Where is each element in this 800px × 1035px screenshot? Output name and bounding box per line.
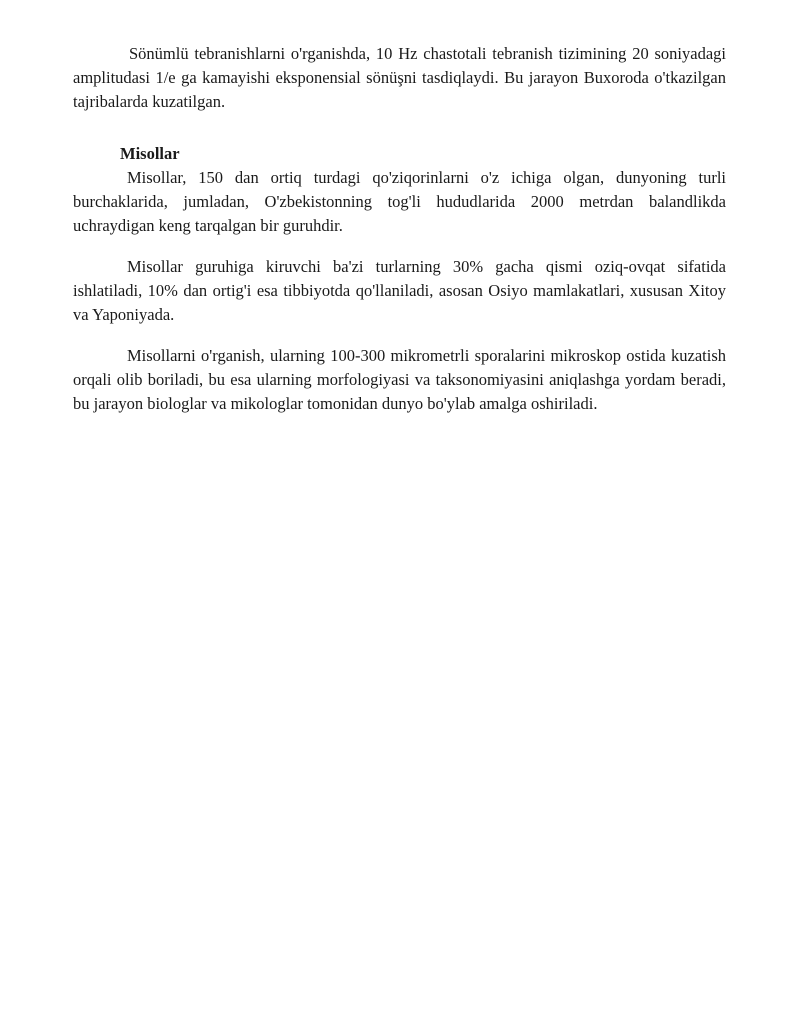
section-paragraph-3: Misollarni o'rganish, ularning 100-300 mikrometrli sporalarini mikroskop ostida kuzatish orqali olib boriladi, bu esa ularning morfologiyasi va taksonomiyasini aniqlashga yordam beradi, bu jarayon biologlar va mikologlar tomonidan dunyo bo'ylab amalga oshiriladi. [73, 346, 726, 413]
section-heading: Misollar [120, 144, 180, 163]
document-body [73, 42, 726, 416]
section-paragraph-2: Misollar guruhiga kiruvchi ba'zi turlarning 30% gacha qismi oziq-ovqat sifatida ishlatiladi, 10% dan ortig'i esa tibbiyotda qo'llaniladi, asosan Osiyo mamlakatlari, xususan Xitoy va Yaponiyada. [73, 257, 726, 324]
section-paragraph-1: Misollar, 150 dan ortiq turdagi qo'ziqorinlarni o'z ichiga olgan, dunyoning turli burchaklarida, jumladan, O'zbekistonning tog'li hududlarida 2000 metrdan balandlikda uchraydigan keng tarqalgan bir guruhdir. [73, 168, 726, 235]
intro-paragraph: Sönümlü tebranishlarni o'rganishda, 10 Hz chastotali tebranish tizimining 20 soniyadagi amplitudasi 1/e ga kamayishi eksponensial sönüşni tasdiqlaydi. Bu jarayon Buxoroda o'tkazilgan tajribalarda kuzatilgan. [73, 44, 726, 111]
